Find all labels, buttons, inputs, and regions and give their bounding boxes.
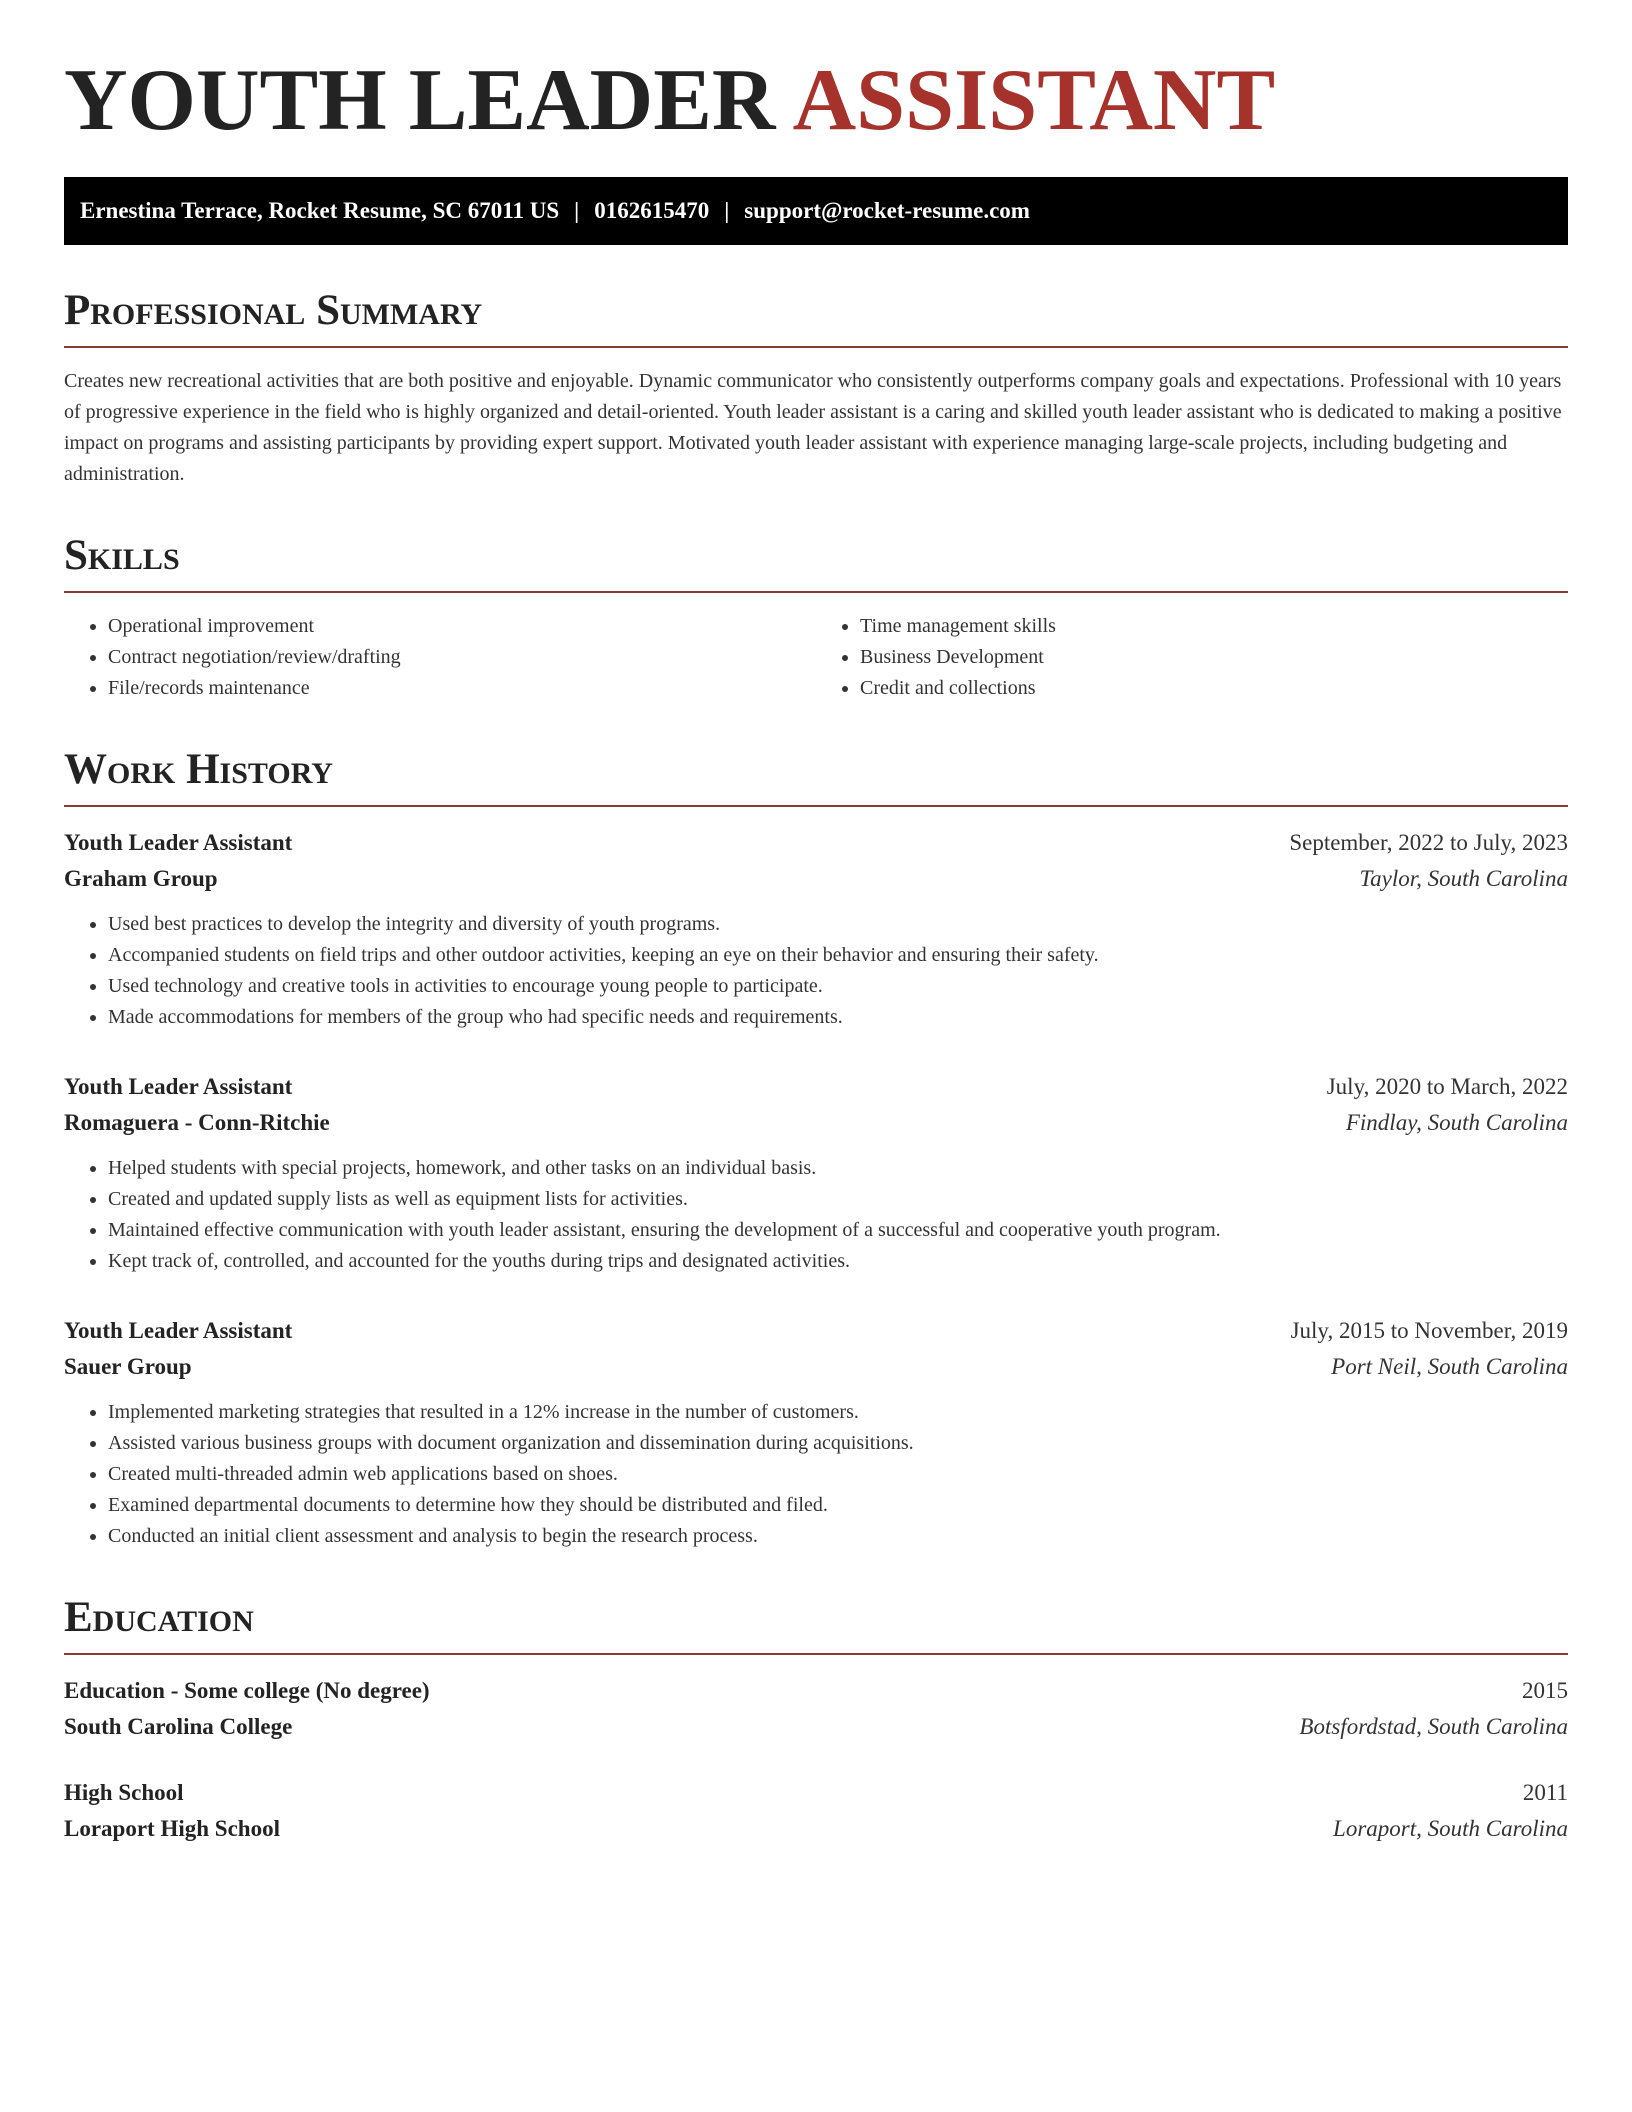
job-bullets	[64, 909, 1568, 1033]
job-dates: September, 2022 to July, 2023	[1289, 830, 1568, 856]
job-bullets	[64, 1153, 1568, 1277]
job-bullet: • Kept track of, controlled, and accounted for the youths during trips and designated activities.	[108, 1246, 1568, 1277]
job-bullet: • Implemented marketing strategies that resulted in a 12% increase in the number of customers.	[108, 1397, 1568, 1428]
job-bullet: • Used technology and creative tools in activities to encourage young people to participate.	[108, 971, 1568, 1002]
education-entry	[64, 1673, 1568, 1745]
skill-item: • Contract negotiation/review/drafting	[108, 642, 816, 673]
job-bullet: • Helped students with special projects, homework, and other tasks on an individual basis.	[108, 1153, 1568, 1184]
job-location: Port Neil, South Carolina	[1331, 1354, 1568, 1380]
education-heading: Education	[64, 1596, 1568, 1655]
education-school: South Carolina College	[64, 1714, 293, 1740]
skills-heading: Skills	[64, 534, 1568, 593]
job-location: Taylor, South Carolina	[1359, 866, 1568, 892]
job-bullet: • Examined departmental documents to determine how they should be distributed and filed.	[108, 1490, 1568, 1521]
job-bullet: • Assisted various business groups with document organization and dissemination during acquisitions.	[108, 1428, 1568, 1459]
contact-bar	[64, 177, 1568, 245]
summary-heading: Professional Summary	[64, 289, 1568, 348]
work-history-heading: Work History	[64, 748, 1568, 807]
education-degree: High School	[64, 1780, 184, 1806]
contact-address: Ernestina Terrace, Rocket Resume, SC 67011 US	[80, 198, 560, 224]
job-dates: July, 2020 to March, 2022	[1326, 1074, 1568, 1100]
summary-section	[64, 289, 1568, 490]
contact-phone: 0162615470	[594, 198, 710, 224]
work-history-section	[64, 748, 1568, 1552]
skill-item: • File/records maintenance	[108, 673, 816, 704]
job-entry	[64, 1069, 1568, 1277]
skill-item: • Operational improvement	[108, 611, 816, 642]
job-title: Youth Leader Assistant	[64, 830, 293, 856]
skill-item: • Credit and collections	[860, 673, 1568, 704]
job-entry	[64, 1313, 1568, 1552]
skills-column-right	[816, 611, 1568, 704]
job-company: Romaguera - Conn-Ritchie	[64, 1110, 330, 1136]
job-bullet: • Made accommodations for members of the group who had specific needs and requirements.	[108, 1002, 1568, 1033]
contact-email[interactable]: support@rocket-resume.com	[744, 198, 1030, 224]
contact-separator: |	[724, 198, 730, 224]
job-bullet: • Conducted an initial client assessment and analysis to begin the research process.	[108, 1521, 1568, 1552]
job-bullet: • Created and updated supply lists as well as equipment lists for activities.	[108, 1184, 1568, 1215]
job-title: Youth Leader Assistant	[64, 1318, 293, 1344]
education-location: Loraport, South Carolina	[1333, 1816, 1568, 1842]
job-bullet: • Used best practices to develop the integrity and diversity of youth programs.	[108, 909, 1568, 940]
education-section	[64, 1596, 1568, 1847]
job-bullet: • Maintained effective communication with youth leader assistant, ensuring the development of a successful and cooperative youth program.	[108, 1215, 1568, 1246]
job-bullet: • Accompanied students on field trips and other outdoor activities, keeping an eye on their behavior and ensuring their safety.	[108, 940, 1568, 971]
contact-separator: |	[574, 198, 580, 224]
skills-section	[64, 534, 1568, 704]
job-company: Sauer Group	[64, 1354, 192, 1380]
education-school: Loraport High School	[64, 1816, 280, 1842]
name-first: YOUTH LEADER	[64, 52, 776, 149]
resume-name	[64, 50, 1568, 151]
job-dates: July, 2015 to November, 2019	[1290, 1318, 1568, 1344]
summary-text: Creates new recreational activities that are both positive and enjoyable. Dynamic communicator who consistently outperforms company goals and expectations. Professional with 10 years of progressive experience in the field who is highly organized and detail-oriented. Youth leader assistant is a caring and skilled youth leader assistant who is dedicated to making a positive impact on programs and assisting participants by providing expert support. Motivated youth leader assistant with experience managing large-scale projects, including budgeting and administration.	[64, 370, 1562, 486]
skill-item: • Business Development	[860, 642, 1568, 673]
education-degree: Education - Some college (No degree)	[64, 1678, 430, 1704]
job-title: Youth Leader Assistant	[64, 1074, 293, 1100]
name-second: ASSISTANT	[792, 52, 1276, 149]
education-year: 2011	[1522, 1780, 1568, 1806]
education-year: 2015	[1522, 1678, 1568, 1704]
job-entry	[64, 825, 1568, 1033]
skills-list	[64, 611, 1568, 704]
job-location: Findlay, South Carolina	[1345, 1110, 1568, 1136]
job-company: Graham Group	[64, 866, 218, 892]
job-bullets	[64, 1397, 1568, 1552]
skill-item: • Time management skills	[860, 611, 1568, 642]
job-bullet: • Created multi-threaded admin web applications based on shoes.	[108, 1459, 1568, 1490]
education-entry	[64, 1775, 1568, 1847]
skills-column-left	[64, 611, 816, 704]
education-location: Botsfordstad, South Carolina	[1299, 1714, 1568, 1740]
